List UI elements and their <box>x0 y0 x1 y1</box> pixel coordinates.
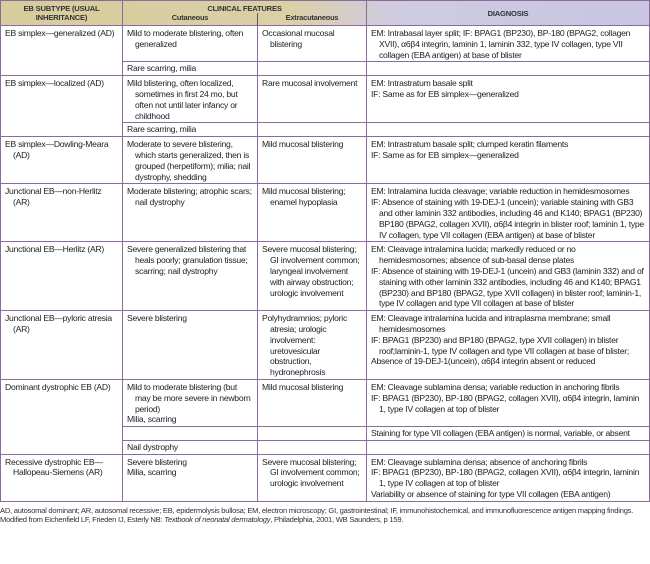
cell-text: Milia, scarring <box>127 414 177 425</box>
table-header <box>1 1 650 14</box>
table-row <box>1 26 650 62</box>
cell-text: EM: Intrastratum basale split; clumped keratin filaments <box>371 139 569 150</box>
cell-text: Severe blistering <box>127 313 187 324</box>
diagnosis-cell <box>367 137 650 184</box>
cell-text: IF: Absence of staining with 19-DEJ-1 (uncein); variable staining with GB3 and other laminin 332 antibodies, including 46 and K140; BPAG1 (BP230) BP180 (BPAG2, collagen XVII), α6β4 integrin in blister roof; laminin 1, type IV collagen, type VII collagen (EBA antigen) at base of blister <box>371 197 644 240</box>
diagnosis-cell <box>367 454 650 501</box>
cell-text: Dominant dystrophic EB (AD) <box>5 381 111 392</box>
source-title: Textbook of neonatal dermatology <box>164 515 271 525</box>
extracutaneous-cell <box>258 26 367 62</box>
cutaneous-cell <box>123 440 258 454</box>
cell-text: IF: BPAG1 (BP230), BP-180 (BPAG2, collagen XVII), α6β4 integrin, laminin 1, type IV collagen at top of blister <box>371 467 640 489</box>
diagnosis-cell <box>367 242 650 311</box>
cell-text: Rare mucosal involvement <box>262 78 358 89</box>
cutaneous-cell <box>123 454 258 501</box>
cell-text: Rare scarring, milia <box>127 124 197 135</box>
cell-text: Severe mucosal blistering; GI involvement common; urologic involvement <box>262 456 360 489</box>
cutaneous-cell <box>123 184 258 242</box>
cell-text: IF: Same as for EB simplex—generalized <box>371 149 519 160</box>
cell-text: Mild mucosal blistering; enamel hypoplasia <box>262 186 346 208</box>
cell-text: EM: Cleavage intralamina lucida; markedly reduced or no hemidesmosomes; absence of sub-basal dense plates <box>371 244 576 266</box>
diagnosis-cell <box>367 123 650 137</box>
header-cutaneous: Cutaneous <box>123 13 258 26</box>
table-row <box>1 379 650 426</box>
table-row <box>1 311 650 380</box>
cutaneous-cell <box>123 137 258 184</box>
table-row <box>1 242 650 311</box>
extracutaneous-cell <box>258 62 367 76</box>
cell-text: EB simplex—generalized (AD) <box>5 28 115 38</box>
cell-text: EB simplex—Dowling-Meara (AD) <box>5 139 109 160</box>
table-row <box>1 184 650 242</box>
cell-text: Recessive dystrophic EB—Hallopeau-Siemens (AR) <box>5 456 103 478</box>
extracutaneous-cell <box>258 242 367 311</box>
extracutaneous-cell <box>258 123 367 137</box>
cell-text: Junctional EB—Herlitz (AR) <box>5 244 105 255</box>
extracutaneous-cell <box>258 454 367 501</box>
cell-text: Moderate to severe blistering, which starts generalized, then is grouped (herpetiform); milia; nail dystrophy, shedding <box>127 139 251 182</box>
cutaneous-cell <box>123 123 258 137</box>
subtype-cell <box>1 379 123 454</box>
extracutaneous-cell <box>258 440 367 454</box>
cell-text: Junctional EB—non-Herlitz (AR) <box>5 186 102 208</box>
diagnosis-cell <box>367 311 650 380</box>
cell-text: Rare scarring, milia <box>127 63 197 74</box>
header-extracutaneous: Extracutaneous <box>258 13 367 26</box>
cell-text: EM: Intralamina lucida cleavage; variable reduction in hemidesmosomes <box>371 186 630 197</box>
header-clinical-features: CLINICAL FEATURES <box>123 1 367 14</box>
cutaneous-cell <box>123 242 258 311</box>
cell-text: Occasional mucosal blistering <box>262 28 335 49</box>
diagnosis-cell <box>367 427 650 441</box>
cell-text: Polyhydramnios; pyloric atresia; urologic involvement: uretovesicular obstruction, hydronephrosis <box>262 313 347 378</box>
subtype-cell <box>1 454 123 501</box>
cutaneous-cell <box>123 76 258 123</box>
cell-text: EM: Intrabasal layer split; IF: BPAG1 (BP230), BP-180 (BPAG2, collagen XVII), α6β4 integrin, laminin 1, laminin 332, type IV collagen, type VII collagen (EBA antigen) at base of blister <box>371 28 631 60</box>
cell-text: Mild to moderate blistering (but may be more severe in newborn period) <box>127 381 251 414</box>
cutaneous-cell <box>123 379 258 426</box>
cell-text: Junctional EB—pyloric atresia (AR) <box>5 313 112 334</box>
extracutaneous-cell <box>258 76 367 123</box>
diagnosis-cell <box>367 184 650 242</box>
extracutaneous-cell <box>258 311 367 380</box>
cell-text: Severe generalized blistering that heals poorly; granulation tissue; scarring; nail dystrophy <box>127 244 248 276</box>
extracutaneous-cell <box>258 137 367 184</box>
table-footnotes <box>0 502 650 525</box>
cell-text: Mild mucosal blistering <box>262 381 344 392</box>
subtype-cell <box>1 26 123 76</box>
cell-text: EM: Cleavage sublamina densa; variable reduction in anchoring fibrils <box>371 381 620 392</box>
cutaneous-cell <box>123 311 258 380</box>
cell-text: EM: Cleavage intralamina lucida and intraplasma membrane; small hemidesmosomes <box>371 313 611 334</box>
cell-text: IF: Same as for EB simplex—generalized <box>371 88 519 99</box>
cell-text: Severe blistering <box>127 456 187 467</box>
cell-text: Variability or absence of staining for type VII collagen (EBA antigen) <box>371 489 611 500</box>
cutaneous-cell <box>123 427 258 441</box>
extracutaneous-cell <box>258 427 367 441</box>
subtype-cell <box>1 137 123 184</box>
header-subtype: EB SUBTYPE (USUAL INHERITANCE) <box>1 1 123 26</box>
cell-text: Severe mucosal blistering; GI involvement common; laryngeal involvement with airway obstruction; urologic involvement <box>262 244 360 298</box>
cutaneous-cell <box>123 26 258 62</box>
extracutaneous-cell <box>258 184 367 242</box>
cell-text: Staining for type VII collagen (EBA antigen) is normal, variable, or absent <box>371 428 630 439</box>
subtype-cell <box>1 242 123 311</box>
subtype-cell <box>1 184 123 242</box>
header-diagnosis: DIAGNOSIS <box>367 1 650 26</box>
cell-text: IF: BPAG1 (BP230), BP-180 (BPAG2, collagen XVII), α6β4 integrin, laminin 1, type IV collagen at top of blister <box>371 392 640 414</box>
cell-text: Mild blistering, often localized, sometimes in first 24 mo, but often not until later infancy or childhood <box>127 78 238 121</box>
abbreviations-note: AD, autosomal dominant; AR, autosomal recessive; EB, epidermolysis bullosa; EM, electron microscopy; GI, gastrointestinal; IF, immunohistochemical, and immunofluorescence antigen mapping findings. <box>0 505 634 515</box>
diagnosis-cell <box>367 76 650 123</box>
subtype-cell <box>1 311 123 380</box>
cell-text: IF: Absence of staining with 19-DEJ-1 (uncein) and GB3 (laminin 332) and of staining with other laminin 332 antibodies, including 46 and K140; BPAG1 (BP230) and BP180 (BPAG2, type XVII collagen) in blister roof; laminin-1, type IV collagen and type VII collagen at base of blister <box>371 265 644 309</box>
subtype-cell <box>1 76 123 137</box>
cutaneous-cell <box>123 62 258 76</box>
cell-text: Nail dystrophy <box>127 441 178 452</box>
cell-text: Absence of 19-DEJ-1(uncein), α6β4 integrin absent or reduced <box>371 356 596 367</box>
cell-text: IF: BPAG1 (BP230) and BP180 (BPAG2, type XVII collagen) in blister roof;laminin-1, type IV collagen and type VII collagen at base of blister; <box>371 334 629 356</box>
cell-text: Mild mucosal blistering <box>262 139 344 150</box>
table-row <box>1 454 650 501</box>
cell-text: Moderate blistering; atrophic scars; nail dystrophy <box>127 186 252 208</box>
diagnosis-cell <box>367 62 650 76</box>
table-row <box>1 137 650 184</box>
cell-text: EM: Intrastratum basale split <box>371 78 473 89</box>
cell-text: EB simplex—localized (AD) <box>5 78 104 89</box>
diagnosis-cell <box>367 440 650 454</box>
diagnosis-cell <box>367 26 650 62</box>
cell-text: Mild to moderate blistering, often generalized <box>127 28 244 49</box>
cell-text: EM: Cleavage sublamina densa; absence of anchoring fibrils <box>371 456 588 467</box>
diagnosis-cell <box>367 379 650 426</box>
extracutaneous-cell <box>258 379 367 426</box>
cell-text: Milia, scarring <box>127 467 177 478</box>
source-note: Modified from Eichenfield LF, Frieden IJ, Esterly NB: Textbook of neonatal dermatology, Philadelphia, 2001, WB Saunders, p 159. <box>0 515 404 525</box>
table-row <box>1 76 650 123</box>
